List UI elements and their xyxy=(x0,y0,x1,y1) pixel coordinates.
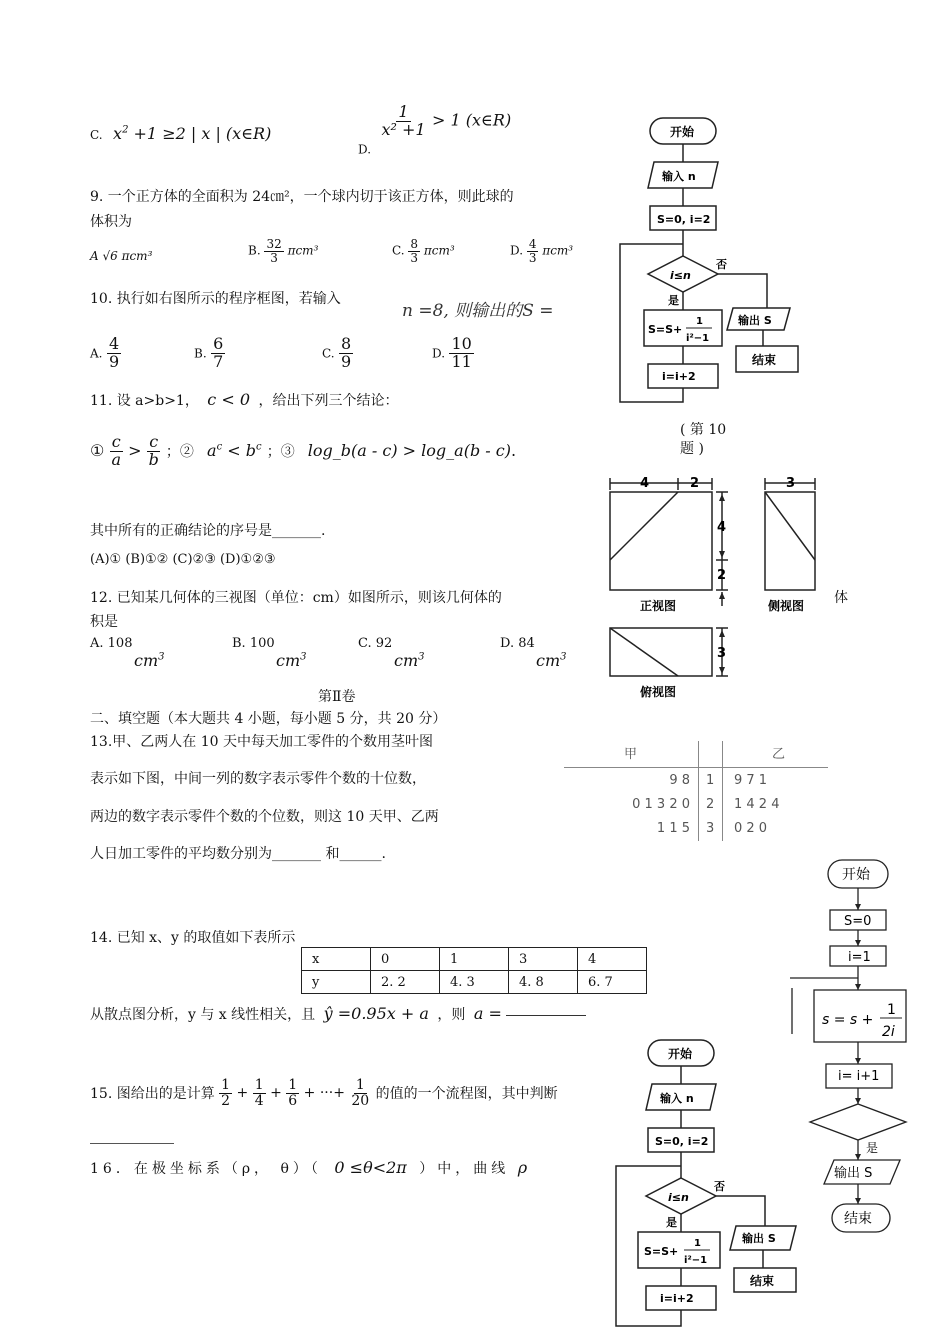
q12-option-b: B. 100 $cm^3$ xyxy=(232,636,307,670)
q11-statements: ① $\frac{c}{a}$ > $\frac{c}{b}$ ；② $a^c < b^c$ ；③ log_b(a - c) > log_a(b - c). xyxy=(90,432,517,469)
q14-xy-table xyxy=(301,947,647,994)
q10-caption-line1: ( 第 10 xyxy=(680,422,727,438)
flow-yes-label: 是 xyxy=(668,294,679,307)
table-cell: 4. 8 xyxy=(509,971,578,994)
flow2-yes-label: 是 xyxy=(666,1216,677,1229)
q8-option-d-post: > 1 (x∈R) xyxy=(432,110,512,130)
flow2-cond-label: i≤n xyxy=(668,1191,689,1204)
q9-text-line1: 9. 一个正方体的全面积为 24㎝²，一个球内切于该正方体，则此球的 xyxy=(90,189,514,205)
flowchart-q15 xyxy=(610,1034,810,1334)
flow3-body-pre: s = s + xyxy=(822,1012,874,1028)
table-cell: 0 xyxy=(371,948,440,971)
stem-row-3-right: 0 2 0 xyxy=(734,821,768,836)
flow2-body-num: 1 xyxy=(694,1238,701,1249)
flow2-end-label: 结束 xyxy=(750,1274,775,1288)
q13-line3: 两边的数字表示零件个数的个位数，则这 10 天甲、乙两 xyxy=(90,809,439,825)
q12-option-d: D. 84 $cm^3$ xyxy=(500,636,567,670)
q11-text: 11. 设 a>b>1， c < 0 ，给出下列三个结论： xyxy=(90,390,399,409)
table-cell: 4. 3 xyxy=(440,971,509,994)
flow3-end-label: 结束 xyxy=(844,1211,872,1227)
stem-leaf-rule xyxy=(564,767,828,768)
flow2-init-label: S=0, i=2 xyxy=(655,1135,709,1148)
flow3-s0-label: S=0 xyxy=(844,914,872,929)
top-view-label: 俯视图 xyxy=(640,685,677,699)
q13-line1: 13.甲、乙两人在 10 天中每天加工零件的个数用茎叶图 xyxy=(90,734,433,750)
q9-option-b: B. $\frac{32}{3}$ πcm³ xyxy=(248,237,319,265)
q8-option-d xyxy=(358,104,511,156)
stem-row-3-left: 1 1 5 xyxy=(656,821,690,836)
front-view-label: 正视图 xyxy=(640,599,677,613)
q12-text-line2: 积是 xyxy=(90,614,118,630)
dim-3-label: 3 xyxy=(786,476,796,491)
dim-4-label: 4 xyxy=(640,476,650,491)
flow3-i1-label: i=1 xyxy=(848,950,871,965)
front-view-rect xyxy=(610,492,712,590)
flow3-body-num: 1 xyxy=(887,1002,896,1018)
part2-section-heading: 二、填空题（本大题共 4 小题，每小题 5 分，共 20 分） xyxy=(90,711,447,727)
q8-option-d-fraction: $\frac{1}{\text{x² +1}}$ xyxy=(381,102,426,139)
stem-row-1-stem: 1 xyxy=(706,773,715,788)
q9-text-line2: 体积为 xyxy=(90,214,132,230)
stem-row-2-right: 1 4 2 4 xyxy=(734,797,780,812)
q10-caption-line2: 题 ) xyxy=(680,441,704,457)
flow-no-label: 否 xyxy=(716,258,727,271)
flow-body-den: i²−1 xyxy=(686,333,710,344)
flow3-output-label: 输出 S xyxy=(834,1166,873,1181)
q9-option-a: A √6 πcm³ xyxy=(90,249,153,263)
q10-option-d: D. $\frac{10}{11}$ xyxy=(432,334,472,371)
flow3-start-label: 开始 xyxy=(842,867,870,883)
q10-text-math: n =8, 则输出的S = xyxy=(402,301,554,321)
table-cell: y xyxy=(302,971,371,994)
table-row xyxy=(302,948,647,971)
table-cell: 3 xyxy=(509,948,578,971)
flow-body-num: 1 xyxy=(696,316,703,327)
q12-text-tail: 体 xyxy=(834,590,848,606)
q8-option-c-expr: $x^2 +1 \ge 2$ | x | (x∈R) xyxy=(113,124,272,143)
q9-option-c: C. $\frac{8}{3}$ πcm³ xyxy=(392,237,455,265)
stem-row-2-stem: 2 xyxy=(706,797,715,812)
q10-option-c: C. $\frac{8}{9}$ xyxy=(322,334,352,371)
table-cell: 2. 2 xyxy=(371,971,440,994)
q9-option-d: D. $\frac{4}{3}$ πcm³ xyxy=(510,237,574,265)
q12-option-c: C. 92 $cm^3$ xyxy=(358,636,425,670)
q10-option-a: A. $\frac{4}{9}$ xyxy=(90,334,120,371)
flow2-start-label: 开始 xyxy=(668,1047,693,1061)
q10-text: 10. 执行如右图所示的程序框图，若输入 xyxy=(90,291,341,307)
q14-line2: 从散点图分析，y 与 x 线性相关，且 ŷ =0.95x + a ，则 a = xyxy=(90,1004,586,1024)
q8-option-d-label: D. xyxy=(358,142,372,157)
dim-v3-label: 3 xyxy=(717,646,727,661)
dim-2-label: 2 xyxy=(690,476,700,491)
part2-title: 第Ⅱ卷 xyxy=(318,689,356,705)
side-view-label: 侧视图 xyxy=(768,599,805,613)
dim-v4-label: 4 xyxy=(717,520,727,535)
flowchart-sum xyxy=(786,854,926,1244)
q12-option-a: A. 108 $cm^3$ xyxy=(90,636,165,670)
table-cell: 1 xyxy=(440,948,509,971)
top-view-rect xyxy=(610,628,712,676)
q11-question: 其中所有的正确结论的序号是_______. xyxy=(90,523,326,539)
flow-end-label: 结束 xyxy=(752,353,777,367)
flow3-yes-label: 是 xyxy=(866,1141,879,1155)
q14-text: 14. 已知 x、y 的取值如下表所示 xyxy=(90,930,296,946)
three-view-diagram xyxy=(600,470,840,710)
flowchart-q10 xyxy=(612,112,812,412)
flow-init-label: S=0, i=2 xyxy=(657,213,711,226)
q8-option-c-label: C. xyxy=(90,128,103,142)
stem-leaf-divider-left xyxy=(698,741,699,841)
q11-options: (A)① (B)①② (C)②③ (D)①②③ xyxy=(90,552,276,567)
flow2-input-label: 输入 n xyxy=(660,1092,694,1105)
q15-text: 15. 图给出的是计算 $\frac{1}{2}$ + $\frac{1}{4}$ + $\frac{1}{6}$ + ···+ $\frac{1}{20}$ 的值的一个流程图，其中判断 xyxy=(90,1077,558,1109)
flow2-inc-label: i=i+2 xyxy=(660,1292,694,1305)
flow3-body-den: 2i xyxy=(882,1024,895,1040)
stem-row-2-left: 0 1 3 2 0 xyxy=(632,797,690,812)
q13-line4: 人日加工零件的平均数分别为_______ 和______. xyxy=(90,846,386,862)
flow2-body-den: i²−1 xyxy=(684,1255,708,1266)
stem-leaf-plot xyxy=(540,735,830,855)
flow-cond-label: i≤n xyxy=(670,269,691,282)
dim-v2-label: 2 xyxy=(717,568,727,583)
q8-option-c xyxy=(90,124,271,143)
table-cell: x xyxy=(302,948,371,971)
stem-row-1-right: 9 7 1 xyxy=(734,773,768,788)
table-cell: 4 xyxy=(578,948,647,971)
top-view-diagonal xyxy=(610,628,678,676)
stem-row-1-left: 9 8 xyxy=(669,773,690,788)
q10-option-b: B. $\frac{6}{7}$ xyxy=(194,334,224,371)
q16-text: 16．在极坐标系（ρ， θ）（ 0 ≤θ<2π ）中，曲线 ρ xyxy=(90,1158,528,1177)
q15-blank-line xyxy=(90,1143,174,1144)
q12-text-line1: 12. 已知某几何体的三视图（单位：cm）如图所示，则该几何体的 xyxy=(90,590,502,606)
side-view-rect xyxy=(765,492,815,590)
stem-leaf-head-left: 甲 xyxy=(624,747,638,762)
flow-input-label: 输入 n xyxy=(662,170,696,183)
q13-line2: 表示如下图，中间一列的数字表示零件个数的十位数， xyxy=(90,771,426,787)
flow3-inc-label: i= i+1 xyxy=(838,1069,880,1084)
flow-output-label: 输出 S xyxy=(738,314,772,327)
stem-row-3-stem: 3 xyxy=(706,821,715,836)
flow2-output-label: 输出 S xyxy=(742,1232,776,1245)
flow2-body-pre: S=S+ xyxy=(644,1245,679,1258)
stem-leaf-head-right: 乙 xyxy=(772,747,786,762)
flow2-no-label: 否 xyxy=(714,1180,725,1193)
flow-start-label: 开始 xyxy=(670,125,695,139)
table-cell: 6. 7 xyxy=(578,971,647,994)
side-view-diagonal xyxy=(765,492,815,560)
stem-leaf-divider-right xyxy=(722,741,723,841)
front-view-diagonal xyxy=(610,492,678,560)
flow-inc-label: i=i+2 xyxy=(662,370,696,383)
flow-body-pre: S=S+ xyxy=(648,323,683,336)
table-row xyxy=(302,971,647,994)
